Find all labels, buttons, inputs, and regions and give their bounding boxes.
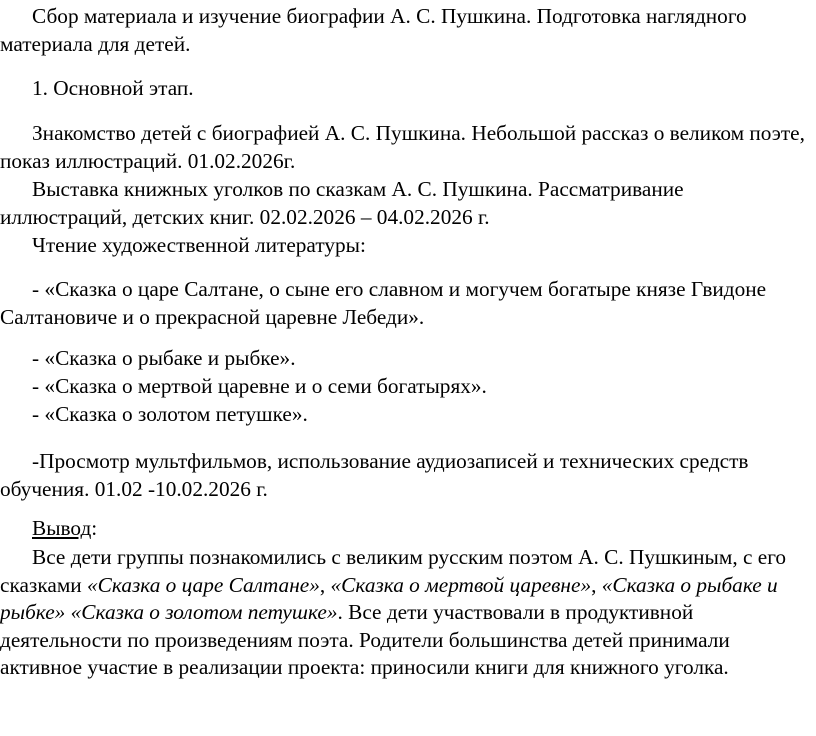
conclusion-separator: , [591, 572, 602, 597]
activity-book-exhibition: Выставка книжных уголков по сказкам А. С. Пушкина. Рассматривание иллюстраций, детских книг. 02.02.2026 – 04.02.2026 г. [0, 177, 684, 229]
conclusion-tale-fisherman: «Сказка о рыбаке и рыбке» [0, 572, 778, 625]
conclusion-tale-dead-princess: «Сказка о мертвой царевне» [330, 572, 592, 597]
conclusion-text-start: Все дети группы познакомились с великим русским поэтом А. С. Пушкиным, с его сказками [0, 545, 787, 597]
conclusion-heading-colon: : [91, 516, 98, 540]
conclusion-tale-saltan: «Сказка о царе Салтане» [87, 572, 320, 597]
reading-list-item: - «Сказка о царе Салтане, о сыне его славном и могучем богатыре князе Гвидоне Салтановиче и о прекрасной царевне Лебеди». [0, 277, 767, 329]
conclusion-heading-line [0, 515, 810, 543]
conclusion-tale-golden-cockerel: «Сказка о золотом петушке» [70, 600, 338, 625]
media-paragraph: -Просмотр мультфильмов, использование аудиозаписей и технических средств обучения. 01.02 -10.02.2026 г. [0, 449, 749, 501]
intro-paragraph: Сбор материала и изучение биографии А. С. Пушкина. Подготовка наглядного материала для детей. [0, 4, 747, 56]
stage-title: 1. Основной этап. [32, 76, 194, 100]
reading-list-item: - «Сказка о рыбаке и рыбке». [32, 346, 296, 370]
reading-list-item: - «Сказка о золотом петушке». [32, 402, 308, 426]
conclusion-paragraph [0, 544, 810, 682]
reading-list-item: - «Сказка о мертвой царевне и о семи богатырях». [32, 374, 487, 398]
conclusion-text-end: . Все дети участвовали в продуктивной деятельности по произведениям поэта. Родители большинства детей принимали активное участие в реализации проекта: приносили книги для книжного уголка. [0, 600, 730, 680]
conclusion-separator: , [319, 572, 331, 597]
conclusion-heading: Вывод [32, 516, 92, 540]
activity-reading: Чтение художественной литературы: [32, 233, 366, 257]
activity-biography: Знакомство детей с биографией А. С. Пушкина. Небольшой рассказ о великом поэте, показ иллюстраций. 01.02.2026г. [0, 121, 805, 173]
